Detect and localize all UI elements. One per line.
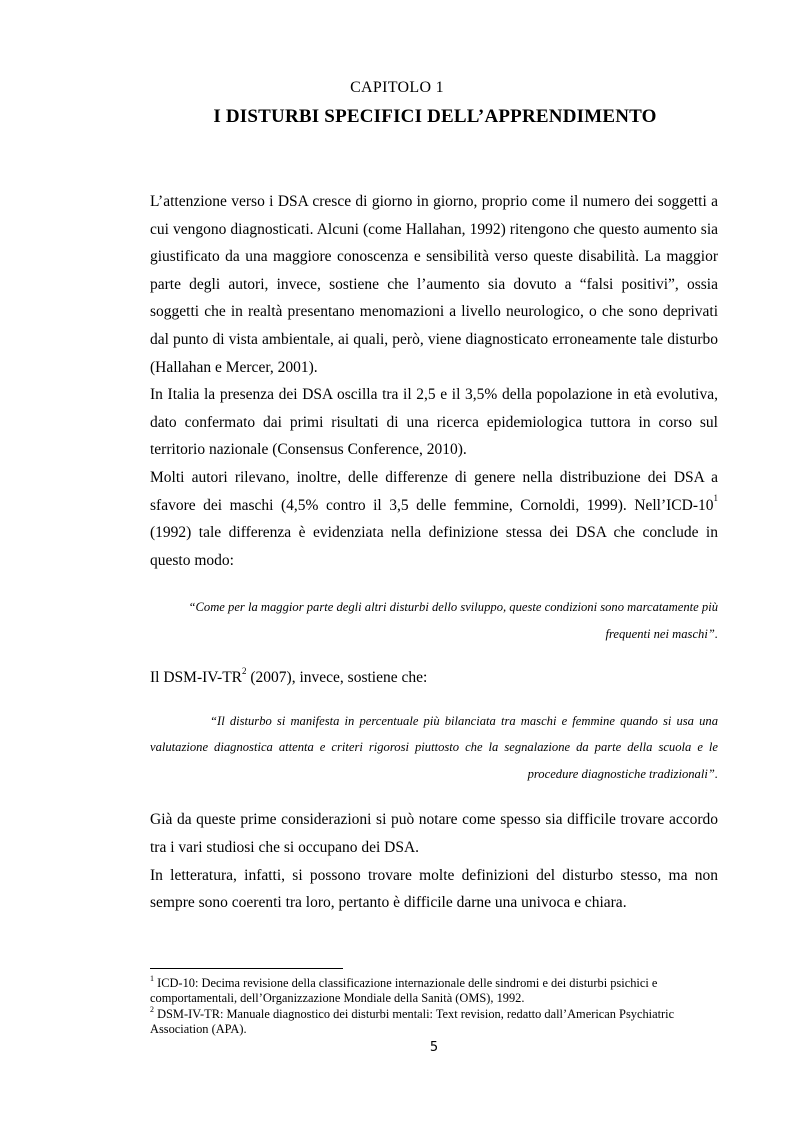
paragraph-3 xyxy=(150,464,718,574)
footnote-2-text: DSM-IV-TR: Manuale diagnostico dei disturbi mentali: Text revision, redatto dall’American Psychiatric Association (APA). xyxy=(150,1006,675,1037)
footnote-ref-2: 2 xyxy=(242,666,247,677)
chapter-title: I DISTURBI SPECIFICI DELL’APPRENDIMENTO xyxy=(213,106,657,127)
paragraph-4-text-before: Il DSM-IV-TR xyxy=(150,669,243,687)
paragraph-3-text-after: (1992) tale differenza è evidenziata nella definizione stessa dei DSA che conclude in questo modo: xyxy=(150,524,718,569)
body-text xyxy=(150,188,718,917)
footnote-1-marker: 1 xyxy=(150,973,154,983)
footnote-1-text: ICD-10: Decima revisione della classificazione internazionale delle sindromi e dei disturbi psichici e comportamentali, dell’Organizzazione Mondiale della Sanità (OMS), 1992. xyxy=(150,976,658,1006)
footnotes xyxy=(150,973,720,1038)
quote-1: “Come per la maggior parte degli altri disturbi dello sviluppo, queste condizioni sono marcatamente più frequenti nei maschi”. xyxy=(188,600,718,641)
page-number: 5 xyxy=(429,1040,439,1055)
paragraph-2: In Italia la presenza dei DSA oscilla tra il 2,5 e il 3,5% della popolazione in età evolutiva, dato confermato dai primi risultati di una ricerca epidemiologica tuttora in corso sul territorio nazionale (Consensus Conference, 2010). xyxy=(150,386,718,459)
paragraph-1: L’attenzione verso i DSA cresce di giorno in giorno, proprio come il numero dei soggetti a cui vengono diagnosticati. Alcuni (come Hallahan, 1992) ritengono che questo aumento sia giustificato da una maggiore conoscenza e sensibilità verso queste disabilità. La maggior parte degli autori, invece, sostiene che l’aumento sia dovuto a “falsi positivi”, ossia soggetti che in realtà presentano menomazioni a livello neurologico, o che sono deprivati dal punto di vista ambientale, ai quali, però, viene diagnosticato erroneamente tale disturbo (Hallahan e Mercer, 2001). xyxy=(150,193,718,376)
quote-2: “Il disturbo si manifesta in percentuale più bilanciata tra maschi e femmine quando si usa una valutazione diagnostica attenta e criteri rigorosi piuttosto che la segnalazione da parte della scuola e le procedure diagnostiche tradizionali”. xyxy=(150,713,718,781)
chapter-number: CAPITOLO 1 xyxy=(350,79,444,96)
paragraph-3-text-before: Molti autori rilevano, inoltre, delle differenze di genere nella distribuzione dei DSA a sfavore dei maschi (4,5% contro il 3,5 delle femmine, Cornoldi, 1999). Nell’ICD-10 xyxy=(150,468,718,514)
footnote-separator xyxy=(150,968,343,969)
footnote-1 xyxy=(150,973,720,1007)
paragraph-5: Già da queste prime considerazioni si può notare come spesso sia difficile trovare accordo tra i vari studiosi che si occupano dei DSA. xyxy=(150,811,718,856)
paragraph-6: In letteratura, infatti, si possono trovare molte definizioni del disturbo stesso, ma non sempre sono coerenti tra loro, pertanto è difficile darne una univoca e chiara. xyxy=(150,866,718,912)
paragraph-4 xyxy=(150,664,718,692)
footnote-ref-1: 1 xyxy=(713,493,718,504)
paragraph-4-text-after: (2007), invece, sostiene che: xyxy=(246,669,428,687)
footnote-2-marker: 2 xyxy=(150,1004,154,1014)
footnote-2 xyxy=(150,1004,720,1038)
